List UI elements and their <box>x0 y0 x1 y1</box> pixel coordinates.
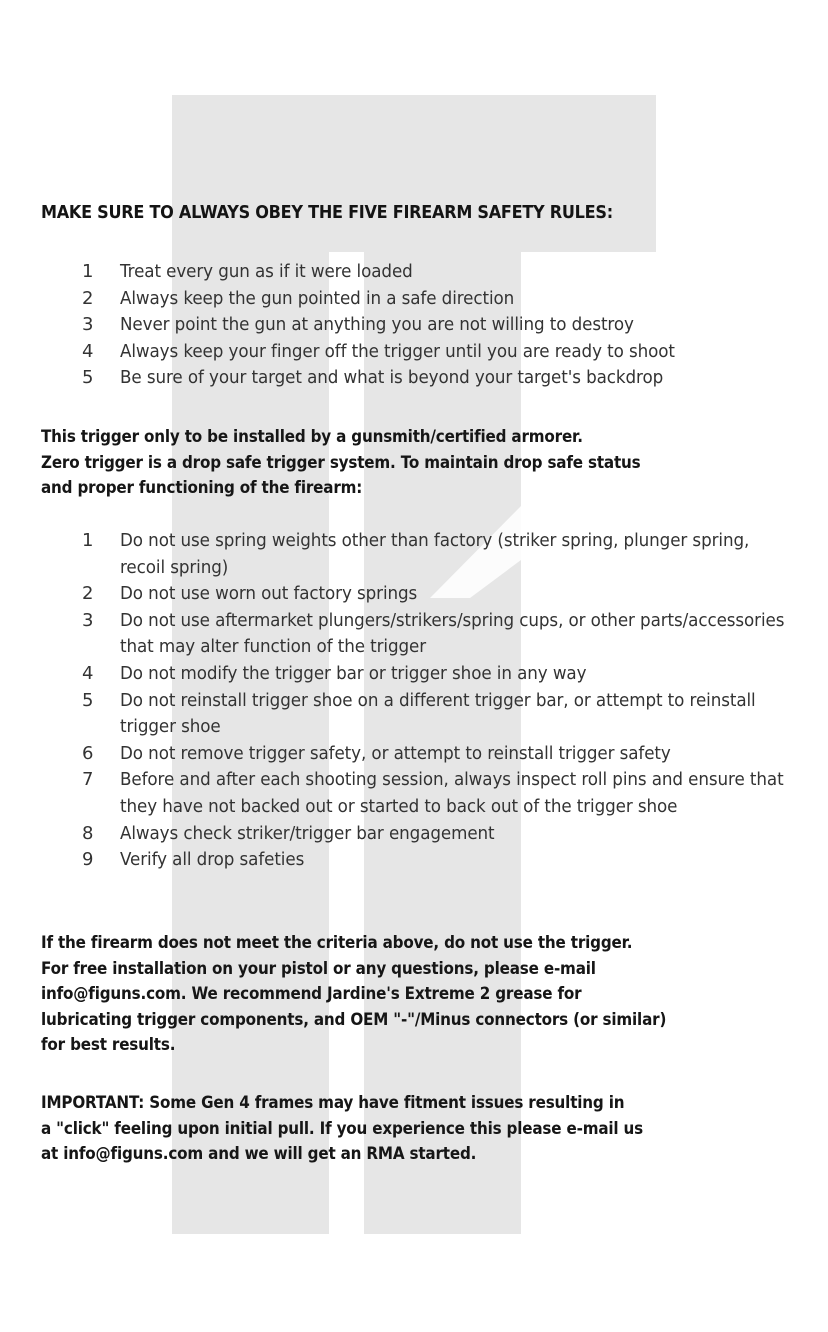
criteria-notice-line: For free installation on your pistol or any questions, please e-mail <box>41 958 596 978</box>
safety-rules-heading: MAKE SURE TO ALWAYS OBEY THE FIVE FIREARM SAFETY RULES: <box>41 203 613 223</box>
list-text: Do not modify the trigger bar or trigger shoe in any way <box>120 662 587 684</box>
list-item <box>0 312 800 339</box>
list-number: 1 <box>82 261 94 282</box>
criteria-notice-line: info@figuns.com. We recommend Jardine's Extreme 2 grease for <box>41 984 582 1003</box>
list-number: 5 <box>82 689 94 711</box>
list-text: Do not remove trigger safety, or attempt to reinstall trigger safety <box>120 742 671 764</box>
list-number: 1 <box>82 530 94 551</box>
install-notice-line: Zero trigger is a drop safe trigger system. To maintain drop safe status <box>41 452 641 472</box>
list-number: 7 <box>82 769 94 791</box>
criteria-notice-line: If the firearm does not meet the criteria above, do not use the trigger. <box>41 933 633 952</box>
list-item <box>0 821 828 848</box>
list-item <box>0 339 800 366</box>
criteria-notice-line: lubricating trigger components, and OEM "-"/Minus connectors (or similar) <box>41 1009 667 1029</box>
list-item <box>0 259 800 286</box>
list-text: Never point the gun at anything you are not willing to destroy <box>120 314 634 336</box>
list-item <box>0 608 828 661</box>
list-number: 2 <box>82 583 94 605</box>
list-text: Treat every gun as if it were loaded <box>120 261 413 282</box>
safety-rules-list <box>0 259 800 392</box>
list-item <box>0 847 828 874</box>
conditions-list <box>0 528 828 874</box>
list-text: Before and after each shooting session, always inspect roll pins and ensure that they have not backed out or started to back out of the trigger shoe <box>120 769 784 817</box>
list-number: 4 <box>82 662 94 684</box>
list-item <box>0 767 828 820</box>
list-number: 6 <box>82 742 94 764</box>
list-text: Do not use worn out factory springs <box>120 583 418 605</box>
list-number: 2 <box>82 287 94 309</box>
list-text: Always keep your finger off the trigger until you are ready to shoot <box>120 340 675 362</box>
list-text: Always keep the gun pointed in a safe direction <box>120 287 515 309</box>
important-notice-line: IMPORTANT: Some Gen 4 frames may have fitment issues resulting in <box>41 1093 625 1112</box>
list-item <box>0 741 828 768</box>
list-item <box>0 688 828 741</box>
list-text: Do not use spring weights other than factory (striker spring, plunger spring, recoil spring) <box>120 530 750 578</box>
list-text: Be sure of your target and what is beyond your target's backdrop <box>120 367 664 389</box>
important-notice-line: a "click" feeling upon initial pull. If you experience this please e-mail us <box>41 1118 644 1138</box>
criteria-notice <box>41 930 777 1058</box>
list-item <box>0 661 828 688</box>
install-notice-line: and proper functioning of the firearm: <box>41 478 363 497</box>
list-text: Always check striker/trigger bar engagement <box>120 822 495 844</box>
install-notice-line: This trigger only to be installed by a gunsmith/certified armorer. <box>41 427 583 446</box>
list-number: 3 <box>82 314 94 336</box>
list-number: 4 <box>82 340 94 362</box>
install-notice <box>41 424 777 501</box>
list-number: 9 <box>82 849 94 871</box>
important-notice <box>41 1090 777 1167</box>
list-item <box>0 286 800 313</box>
list-number: 8 <box>82 822 94 844</box>
list-item <box>0 581 828 608</box>
list-item <box>0 365 800 392</box>
list-text: Do not use aftermarket plungers/strikers/spring cups, or other parts/accessories that may alter function of the trigger <box>120 609 785 658</box>
list-number: 3 <box>82 609 94 631</box>
important-notice-line: at info@figuns.com and we will get an RMA started. <box>41 1144 477 1163</box>
list-number: 5 <box>82 367 94 389</box>
list-text: Do not reinstall trigger shoe on a different trigger bar, or attempt to reinstall trigger shoe <box>120 689 756 738</box>
list-item <box>0 528 828 581</box>
criteria-notice-line: for best results. <box>41 1035 176 1054</box>
list-text: Verify all drop safeties <box>120 849 305 871</box>
